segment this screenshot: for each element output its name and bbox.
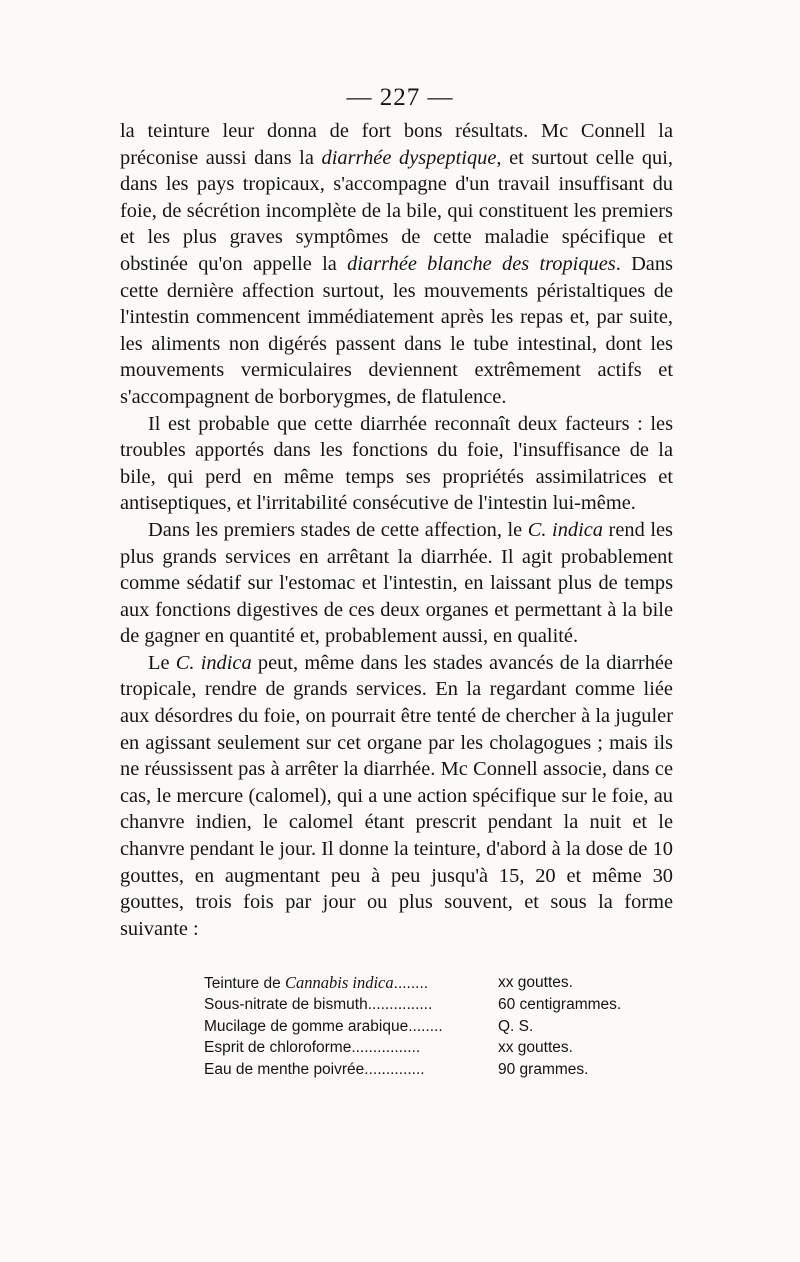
leader-dots: ................ bbox=[351, 1039, 421, 1057]
paragraph bbox=[120, 517, 673, 650]
ingredient-text: Mucilage de gomme arabique bbox=[204, 1017, 409, 1035]
recipe-row bbox=[204, 1037, 644, 1058]
italic-phrase: C. indica bbox=[527, 518, 603, 541]
ingredient-text: Esprit de chloroforme bbox=[204, 1039, 352, 1057]
ingredient-name bbox=[204, 972, 494, 994]
ingredient-quantity: xx gouttes. bbox=[498, 1039, 573, 1057]
text-run: Il est probable que cette diarrhée reconnaît deux facteurs : les troubles apportés dans les fonctions du foie, l'insuffisance de la bile, qui perd en même temps ses propriétés assimilatrices et antiseptiques, et l'irritabilité consécutive de l'intestin lui-même. bbox=[120, 412, 673, 515]
ingredient-quantity: Q. S. bbox=[498, 1017, 534, 1035]
ingredient-quantity: 90 grammes. bbox=[498, 1060, 589, 1078]
recipe-row bbox=[204, 972, 644, 994]
text-run: la teinture leur donna de fort bons résultats. Mc Connell la préconise aussi dans la bbox=[120, 120, 673, 169]
recipe-row bbox=[204, 1059, 644, 1080]
leader-dots: ............... bbox=[367, 996, 433, 1014]
text-run: , et surtout celle qui, dans les pays tropicaux, s'accompagne d'un travail insuffisant du foie, de sécrétion incomplète de la bile, qui constituent les premiers et les plus graves symptômes de cette maladie spécifique et obstinée qu'on appelle la bbox=[120, 146, 673, 275]
ingredient-name bbox=[204, 1037, 494, 1058]
ingredient-text: Teinture de bbox=[204, 975, 285, 992]
ingredient-text: Eau de menthe poivrée bbox=[204, 1060, 365, 1078]
paragraph bbox=[120, 411, 673, 517]
recipe-row bbox=[204, 1016, 644, 1037]
text-run: peut, même dans les stades avancés de la diarrhée tropicale, rendre de grands services. En la regardant comme liée aux désordres du foie, on pourrait être tenté de chercher à la juguler en agissant seulement sur cet organe par les cholagogues ; mais ils ne réussissent pas à arrêter la diarrhée. Mc Connell associe, dans ce cas, le mercure (calomel), qui a une action spécifique sur le foie, au chanvre indien, le calomel étant prescrit pendant la nuit et le chanvre pendant le jour. Il donne la teinture, d'abord à la dose de 10 gouttes, en augmentant peu à peu jusqu'à 15, 20 et même 30 gouttes, trois fois par jour ou plus souvent, et sous la forme suivante : bbox=[120, 651, 673, 940]
recipe-row bbox=[204, 994, 644, 1015]
ingredient-text: Sous-nitrate de bismuth bbox=[204, 996, 368, 1014]
text-run: Le bbox=[148, 651, 176, 674]
italic-phrase: diarrhée blanche des tropiques bbox=[347, 252, 616, 275]
ingredient-quantity: 60 centigrammes. bbox=[498, 996, 622, 1014]
ingredient-quantity: xx gouttes. bbox=[498, 974, 573, 991]
leader-dots: ........ bbox=[408, 1017, 443, 1035]
leader-dots: ........ bbox=[393, 975, 429, 992]
leader-dots: .............. bbox=[364, 1060, 425, 1078]
page-number: — 227 — bbox=[346, 84, 454, 111]
paragraph bbox=[120, 650, 673, 943]
italic-phrase: diarrhée dyspeptique bbox=[321, 146, 497, 169]
text-run: Dans les premiers stades de cette affection, le bbox=[148, 518, 528, 541]
text-run: . Dans cette dernière affection surtout, les mouvements péristaltiques de l'intestin commencent immédiatement après les repas et, par suite, les aliments non digérés passent dans le tube intestinal, dont les mouvements vermiculaires deviennent extrêmement actifs et s'accompagnent de borborygmes, de flatulence. bbox=[120, 252, 673, 408]
paragraph bbox=[120, 118, 673, 411]
body-text bbox=[120, 118, 673, 942]
ingredient-name bbox=[204, 1059, 494, 1080]
ingredient-name bbox=[204, 1016, 494, 1037]
text-run: rend les plus grands services en arrêtant la diarrhée. Il agit probablement comme sédatif sur l'estomac et l'intestin, en laissant plus de temps aux fonctions digestives de ces deux organes et permettant à la bile de gagner en quantité et, probablement aussi, en qualité. bbox=[120, 518, 673, 648]
ingredient-italic: Cannabis indica bbox=[285, 973, 394, 992]
recipe-table bbox=[204, 972, 644, 1080]
ingredient-name bbox=[204, 994, 494, 1015]
italic-phrase: C. indica bbox=[175, 651, 252, 674]
